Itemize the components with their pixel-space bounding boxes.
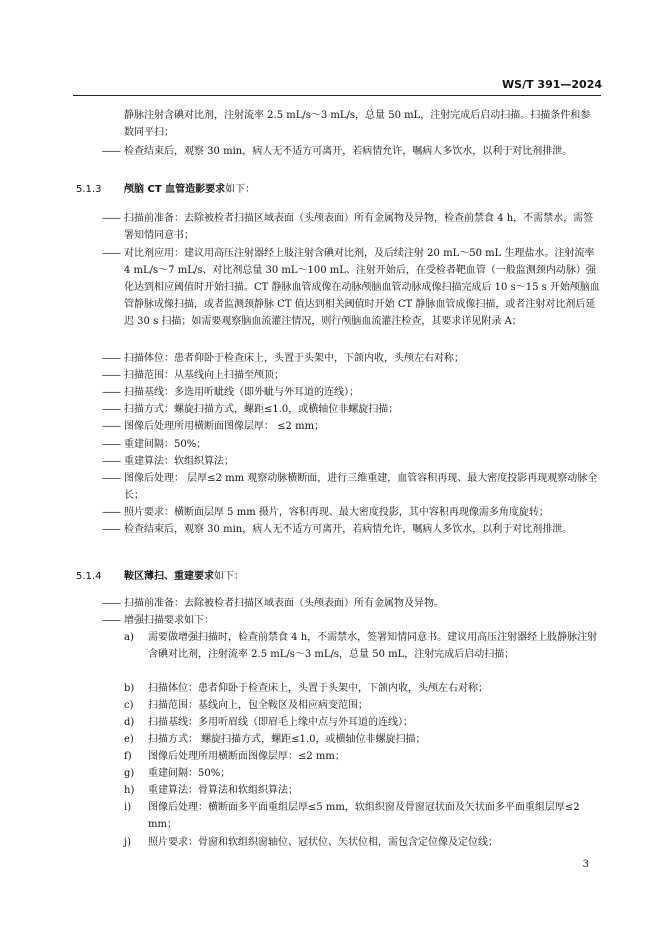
sub-item-marker: c) — [124, 700, 134, 711]
list-item-text: 扫描范围：从基线向上扫描至颅顶； — [124, 370, 284, 381]
list-item — [102, 143, 600, 160]
section-heading-5-1-4 — [76, 568, 244, 585]
sub-item-marker: f) — [124, 751, 132, 762]
header-rule — [73, 95, 601, 96]
dash-marker: —— — [102, 421, 120, 432]
dash-marker: —— — [102, 404, 120, 415]
section-title: 颅脑 CT 血管造影要求 — [124, 184, 226, 195]
list-item-text: 扫描基线：多选用听眦线（即外眦与外耳道的连线）； — [124, 387, 359, 398]
list-item-text: 图像后处理所用横断面图像层厚： ≤2 mm； — [124, 421, 325, 432]
sub-item-text: 图像后处理所用横断面图像层厚：≤2 mm； — [148, 751, 345, 762]
sub-list-item — [124, 799, 600, 833]
list-item — [102, 436, 600, 453]
list-item — [102, 470, 600, 504]
list-item — [102, 521, 600, 538]
dash-marker: —— — [102, 524, 120, 535]
list-item — [102, 504, 600, 521]
sub-list-item — [124, 697, 600, 714]
sub-item-marker: b) — [124, 683, 135, 694]
dash-marker: —— — [102, 370, 120, 381]
sub-item-marker: a) — [124, 632, 134, 643]
section-number: 5.1.4 — [76, 571, 102, 582]
dash-marker: —— — [102, 598, 120, 609]
section-title: 鞍区薄扫、重建要求 — [124, 571, 214, 582]
sub-item-marker: i) — [124, 802, 132, 813]
sub-item-text: 照片要求：骨窗和软组织窗轴位、冠状位、矢状位相，需包含定位像及定位线； — [148, 837, 498, 848]
sub-list-item — [124, 834, 600, 851]
dash-marker: —— — [102, 615, 120, 626]
list-item — [102, 595, 600, 612]
standard-code-header: WS/T 391—2024 — [502, 78, 602, 91]
sub-item-text: 扫描方式： 螺旋扫描方式，螺距≤1.0，或横轴位非螺旋扫描； — [148, 734, 426, 745]
list-item — [102, 612, 600, 629]
list-item-text: 扫描体位：患者仰卧于检查床上，头置于头架中，下颌内收，头颅左右对称； — [124, 353, 464, 364]
list-item-text: 重建算法：软组织算法； — [124, 456, 234, 467]
dash-marker: —— — [102, 507, 120, 518]
list-item-text: 扫描方式：螺旋扫描方式，螺距≤1.0，或横轴位非螺旋扫描； — [124, 404, 399, 415]
sub-list-item — [124, 714, 600, 731]
list-item — [102, 350, 600, 367]
list-item-text: 对比剂应用：建议用高压注射器经上肢注射含碘对比剂，及后续注射 20 mL～50 mL 生理盐水。注射流率 4 mL/s～7 mL/s、对比剂总量 30 mL～100 mL、注射开始后，在受检者靶血管（一般监测颈内动脉）强化达到相应阈值时开始扫描。CT 静脉血管成像在动脉颅脑血管动脉成像扫描完成后 10 s～15 s 开始颅脑血管静脉成像扫描，或者监测颈静脉 CT 值达到相关阈值时开始 CT 静脉血管成像扫描，或者注射对比剂后延迟 30 s 扫描；如需要观察脑血流灌注情况，则行颅脑血流灌注检查，其要求详见附录 A； — [124, 248, 600, 327]
section-title-suffix: 如下： — [214, 571, 244, 582]
sub-list-item — [124, 731, 600, 748]
sub-item-text: 重建间隔：50%； — [148, 768, 231, 779]
list-item-text: 重建间隔：50%； — [124, 439, 207, 450]
sub-list-item — [124, 680, 600, 697]
list-item — [102, 245, 600, 330]
list-item — [102, 401, 600, 418]
dash-marker: —— — [102, 456, 120, 467]
sub-item-text: 图像后处理：横断面多平面重组层厚≤5 mm，软组织窗及骨窗冠状面及矢状面多平面重组层厚≤2 mm； — [148, 802, 580, 830]
list-item-text: 图像后处理： 层厚≤2 mm 观察动脉横断面，进行三维重建，血管容积再现、最大密度投影再现观察动脉全长； — [124, 473, 598, 501]
dash-marker: —— — [102, 248, 120, 259]
section-number: 5.1.3 — [76, 184, 102, 195]
dash-marker: —— — [102, 213, 120, 224]
list-item — [102, 367, 600, 384]
list-item-text: 照片要求：横断面层厚 5 mm 摄片，容积再现、最大密度投影，其中容积再现像需多角度旋转； — [124, 507, 549, 518]
dash-marker: —— — [102, 473, 120, 484]
list-item — [102, 210, 600, 244]
list-item — [102, 384, 600, 401]
list-item — [102, 418, 600, 435]
sub-item-text: 需要做增强扫描时，检查前禁食 4 h，不需禁水，签署知情同意书。建议用高压注射器经上肢静脉注射含碘对比剂，注射流率 2.5 mL/s～3 mL/s，总量 50 mL，注射完成后启动扫描； — [148, 632, 598, 660]
list-item-text: 检查结束后，观察 30 min，病人无不适方可离开，若病情允许，嘱病人多饮水，以利于对比剂排泄。 — [124, 146, 573, 157]
list-item-text: 增强扫描要求如下： — [124, 615, 214, 626]
list-item-text: 扫描前准备：去除被检者扫描区域表面（头颅表面）所有金属物及异物，检查前禁食 4 h，不需禁水，需签署知情同意书； — [124, 213, 594, 241]
sub-item-text: 扫描范围：基线向上，包全鞍区及相应病变范围； — [148, 700, 368, 711]
sub-item-text: 重建算法：骨算法和软组织算法； — [148, 785, 298, 796]
sub-item-marker: h) — [124, 785, 135, 796]
dash-marker: —— — [102, 439, 120, 450]
sub-item-text: 扫描基线：多用听眉线（即眉毛上缘中点与外耳道的连线）； — [148, 717, 413, 728]
continuation-paragraph: 静脉注射含碘对比剂，注射流率 2.5 mL/s～3 mL/s，总量 50 mL，注射完成后启动扫描。扫描条件和参数同平扫； — [124, 110, 591, 138]
dash-marker: —— — [102, 387, 120, 398]
sub-item-marker: d) — [124, 717, 135, 728]
sub-item-text: 扫描体位：患者仰卧于检查床上，头置于头架中，下颌内收，头颅左右对称； — [148, 683, 488, 694]
list-item-text: 检查结束后，观察 30 min，病人无不适方可离开，若病情允许，嘱病人多饮水，以利于对比剂排泄。 — [124, 524, 573, 535]
page-number: 3 — [582, 859, 589, 870]
list-item — [102, 453, 600, 470]
sub-list-item — [124, 765, 600, 782]
sub-item-marker: g) — [124, 768, 135, 779]
list-item-text: 扫描前准备：去除被检者扫描区域表面（头颅表面）所有金属物及异物。 — [124, 598, 444, 609]
sub-list-item — [124, 629, 600, 663]
sub-list-item — [124, 748, 600, 765]
sub-list-item — [124, 782, 600, 799]
section-title-suffix: 如下： — [225, 184, 256, 195]
dash-marker: —— — [102, 353, 120, 364]
section-heading-5-1-3 — [76, 181, 255, 198]
sub-item-marker: j) — [124, 837, 132, 848]
dash-marker: —— — [102, 146, 120, 157]
sub-item-marker: e) — [124, 734, 134, 745]
